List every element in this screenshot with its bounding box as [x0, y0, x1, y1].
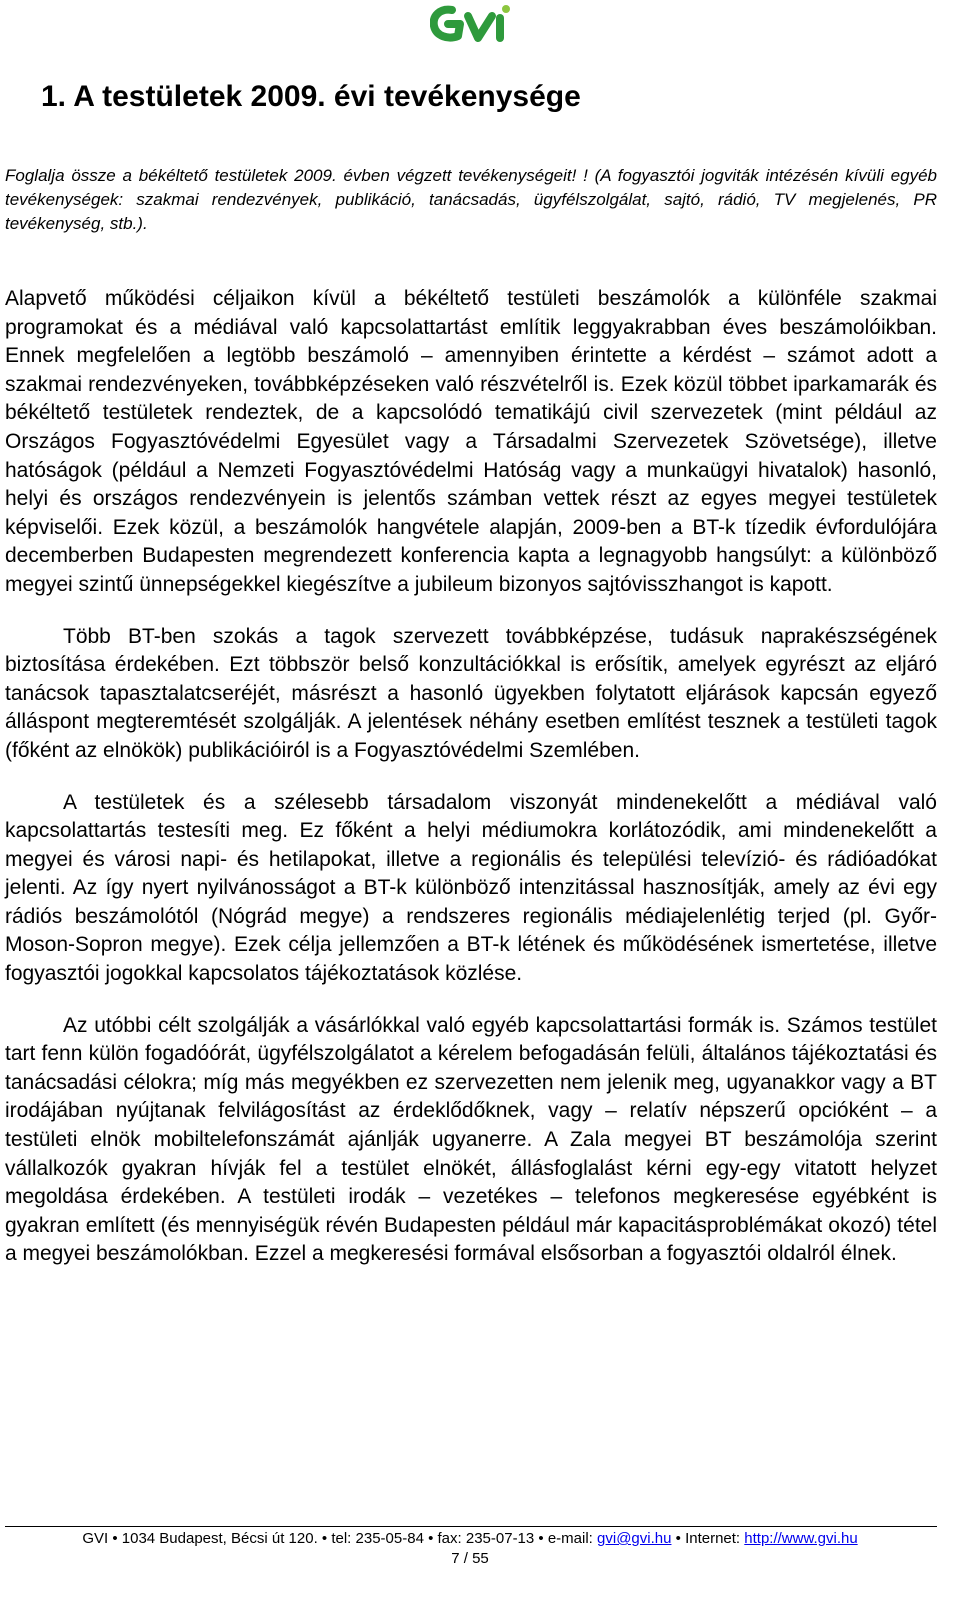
body-text: [5, 285, 937, 1292]
instruction-text: Foglalja össze a békéltető testületek 2009. évben végzett tevékenységeit! ! (A fogyasztói jogviták intézésén kívüli egyéb tevékenységek: szakmai rendezvények, publikáció, tanácsadás, ügyfélszolgálat, sajtó, rádió, TV megjelenés, PR tevékenység, stb.).: [5, 166, 937, 233]
gvi-logo: [430, 2, 514, 46]
paragraph-2: Több BT-ben szokás a tagok szervezett továbbképzése, tudásuk naprakészségének biztosítása érdekében. Ezt többször belső konzultációkkal is erősítik, amelyek egyrészt az eljáró tanácsok tapasztalatcseréjét, másrészt a hasonló ügyekben folytatott eljárások kapcsán egyező álláspont megteremtését szolgálják. A jelentések néhány esetben említést tesznek a testületi tagok (főként az elnökök) publikációiról is a Fogyasztóvédelmi Szemlében.: [5, 624, 937, 762]
paragraph-3: A testületek és a szélesebb társadalom viszonyát mindenekelőtt a médiával való kapcsolattartás testesíti meg. Ez főként a helyi médiumokra korlátozódik, ami mindenekelőtt a megyei és városi napi- és hetilapokat, illetve a regionális és települési televízió- és rádióadókat jelenti. Az így nyert nyilvánosságot a BT-k különböző intenzitással hasznosítják, amely az évi egy rádiós beszámolótól (Nógrád megye) a rendszeres regionális médiajelenlétig terjed (pl. Győr-Moson-Sopron megye). Ezek célja jellemzően a BT-k létének és működésének ismertetése, illetve fogyasztói jogokkal kapcsolatos tájékoztatások közlése.: [5, 790, 937, 986]
footer-address: 1034 Budapest, Bécsi út 120.: [121, 1530, 318, 1547]
gvi-logo-icon: [430, 2, 514, 46]
footer-email-label: e-mail:: [547, 1530, 593, 1547]
footer-email-link[interactable]: gvi@gvi.hu: [597, 1530, 672, 1547]
footer-url-link[interactable]: http://www.gvi.hu: [744, 1530, 858, 1547]
paragraph-4: Az utóbbi célt szolgálják a vásárlókkal való egyéb kapcsolattartási formák is. Számos testület tart fenn külön fogadóórát, ügyfélszolgálatot a kérelem befogadásán felüli, általános tájékoztatási és tanácsadási célokra; míg más megyékben ez szervezetten nem jelenik meg, ugyanakkor vagy a BT irodájában nyújtanak felvilágosítást az érdeklődőknek, vagy – relatív népszerű opcióként – a testületi elnök mobiltelefonszámát ajánlják ugyanerre. A Zala megyei BT beszámolója szerint vállalkozók gyakran hívják fel a testület elnökét, állásfoglalást kérni egy-egy vitatott helyzet megoldása érdekében. A testületi irodák – vezetékes – telefonos megkeresése egyébként is gyakran említett (és mennyiségük révén Budapesten például már kapacitásproblémákat okozó) tétel a megyei beszámolókban. Ezzel a megkeresési formával elsősorban a fogyasztói oldalról élnek.: [5, 1013, 937, 1266]
page-number: 7 / 55: [451, 1550, 489, 1567]
footer-fax: fax: 235-07-13: [437, 1530, 535, 1547]
footer-divider: [5, 1526, 937, 1527]
footer-org: GVI: [82, 1530, 109, 1547]
footer-internet-label: Internet:: [685, 1530, 741, 1547]
section-title: 1. A testületek 2009. évi tevékenysége: [41, 80, 581, 113]
paragraph-1: Alapvető működési céljaikon kívül a békéltető testületi beszámolók a különféle szakmai programokat és a médiával való kapcsolattartást említik leggyakrabban éves beszámolóikban. Ennek megfelelően a legtöbb beszámoló – amennyiben érintette a kérdést – számot adott a szakmai rendezvényeken, továbbképzéseken való részvételről is. Ezek közül többet iparkamarák és békéltető testületek rendeztek, de a kapcsolódó tematikájú civil szervezetek (mint például az Országos Fogyasztóvédelmi Egyesület vagy a Társadalmi Szervezetek Szövetsége), illetve hatóságok (például a Nemzeti Fogyasztóvédelmi Hatóság vagy a munkaügyi hivatalok) hasonló, helyi és országos rendezvényein is jelentős számban vettek részt az egyes megyei testületek képviselői. Ezek közül, a beszámolók hangvétele alapján, 2009-ben a BT-k tízedik évfordulójára decemberben Budapesten megrendezett konferencia kapta a legnagyobb hangsúlyt: a különböző megyei szintű ünnepségekkel kiegészítve a jubileum bizonyos sajtóvisszhangot is kapott.: [5, 287, 937, 596]
page-footer: GVI • 1034 Budapest, Bécsi út 120. • tel: 235-05-84 • fax: 235-07-13 • e-mail: gvi@gvi.hu • Internet: http://www.gvi.hu: [82, 1530, 858, 1547]
footer-tel: tel: 235-05-84: [331, 1530, 424, 1547]
